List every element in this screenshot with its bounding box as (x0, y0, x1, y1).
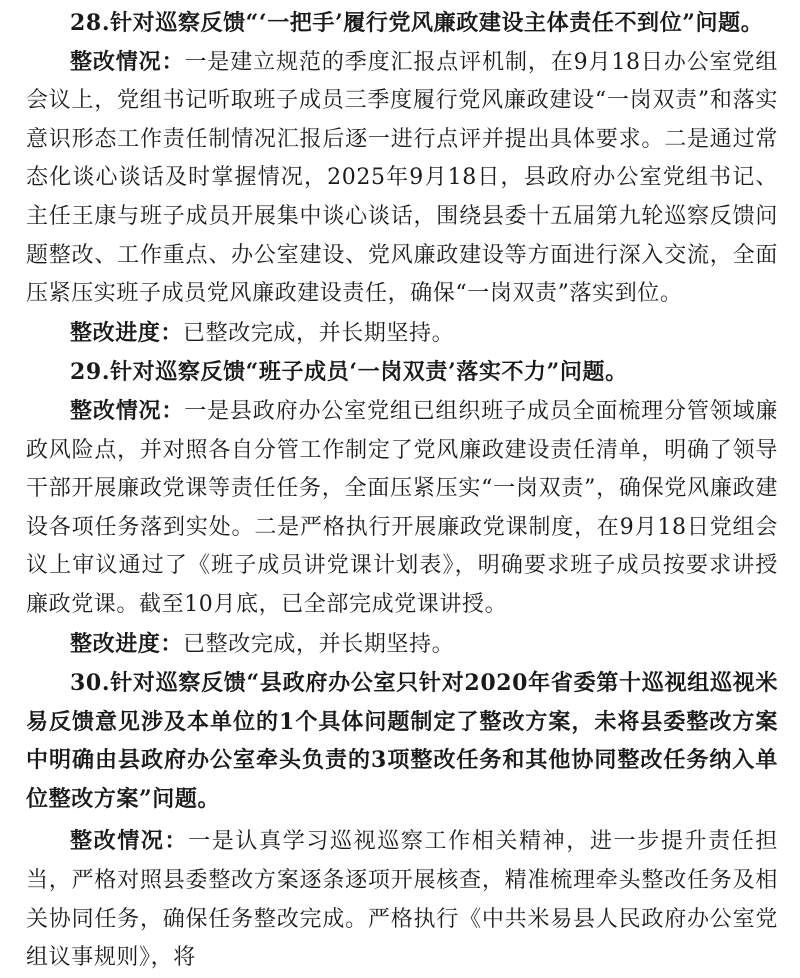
situation-text: 一是认真学习巡视巡察工作相关精神，进一步提升责任担当，严格对照县委整改方案逐条逐项开展核查，精准梳理牵头整改任务及相关协同任务，确保任务整改完成。严格执行《中共米易县人民政府办公室党组议事规则》，将 (26, 829, 778, 971)
situation-label: 整改情况： (70, 828, 189, 855)
progress-label: 整改进度： (70, 630, 184, 657)
section-28-heading: 28.针对巡察反馈“‘一把手’履行党风廉政建设主体责任不到位”问题。 (70, 10, 764, 36)
section-28-progress (26, 314, 778, 354)
progress-text: 已整改完成，并长期坚持。 (183, 320, 455, 346)
situation-text: 一是建立规范的季度汇报点评机制，在9月18日办公室党组会议上，党组书记听取班子成员三季度履行党风廉政建设“一岗双责”和落实意识形态工作责任制情况汇报后逐一进行点评并提出具体要求。二是通过常态化谈心谈话及时掌握情况，2025年9月18日，县政府办公室党组书记、主任王康与班子成员开展集中谈心谈话，围绕县委十五届第九轮巡察反馈问题整改、工作重点、办公室建设、党风廉政建设等方面进行深入交流，全面压紧压实班子成员党风廉政建设责任，确保“一岗双责”落实到位。 (26, 49, 778, 307)
document-page (26, 4, 778, 978)
progress-text: 已整改完成，并长期坚持。 (183, 631, 455, 657)
situation-text: 一是县政府办公室党组已组织班子成员全面梳理分管领域廉政风险点，并对照各自分管工作制定了党风廉政建设责任清单，明确了领导干部开展廉政党课等责任任务，全面压紧压实“一岗双责”，确保党风廉政建设各项任务落到实处。二是严格执行开展廉政党课制度，在9月18日党组会议上审议通过了《班子成员讲党课计划表》，明确要求班子成员按要求讲授廉政党课。截至10月底，已全部完成党课讲授。 (26, 398, 778, 617)
progress-label: 整改进度： (70, 319, 184, 346)
situation-label: 整改情况： (70, 48, 185, 75)
section-30-situation (26, 822, 778, 977)
section-29-heading: 29.针对巡察反馈“班子成员‘一岗双责’落实不力”问题。 (70, 359, 628, 386)
section-30-heading: 30.针对巡察反馈“县政府办公室只针对2020年省委第十巡视组巡视米易反馈意见涉及本单位的1个具体问题制定了整改方案，未将县委整改方案中明确由县政府办公室牵头负责的3项整改任务和其他协同整改任务纳入单位整改方案”问题。 (26, 670, 778, 812)
situation-label: 整改情况： (70, 397, 185, 424)
section-29-situation (26, 392, 778, 625)
section-28-situation (26, 43, 778, 314)
section-29-progress (26, 625, 778, 665)
